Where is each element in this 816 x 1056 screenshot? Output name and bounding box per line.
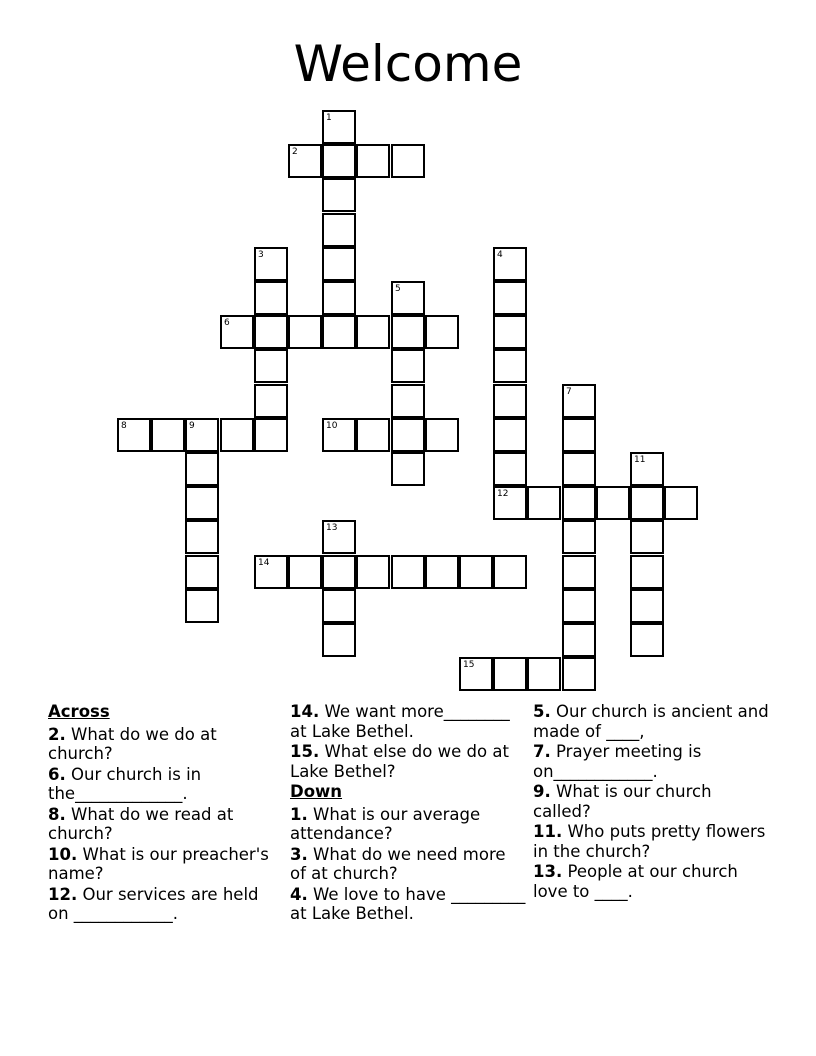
grid-cell[interactable] xyxy=(493,452,527,486)
clue-across-2: 2. What do we do at church? xyxy=(48,724,217,763)
grid-cell[interactable] xyxy=(391,315,425,349)
down-heading: Down xyxy=(290,782,343,801)
grid-cell[interactable] xyxy=(562,418,596,452)
grid-cell[interactable] xyxy=(493,418,527,452)
grid-cell[interactable] xyxy=(493,657,527,691)
clue-down-5: 5. Our church is ancient and made of ____, xyxy=(533,702,769,741)
grid-cell[interactable] xyxy=(562,384,596,418)
grid-cell[interactable] xyxy=(425,555,459,589)
clue-number: 12 xyxy=(497,489,509,499)
clue-number: 14 xyxy=(258,558,270,568)
grid-cell[interactable] xyxy=(322,520,356,554)
grid-cell[interactable] xyxy=(356,315,390,349)
grid-cell[interactable] xyxy=(288,144,322,178)
grid-cell[interactable] xyxy=(596,486,630,520)
grid-cell[interactable] xyxy=(254,418,288,452)
grid-cell[interactable] xyxy=(356,144,390,178)
grid-cell[interactable] xyxy=(493,384,527,418)
grid-cell[interactable] xyxy=(562,452,596,486)
grid-cell[interactable] xyxy=(391,144,425,178)
grid-cell[interactable] xyxy=(630,589,664,623)
grid-cell[interactable] xyxy=(562,623,596,657)
clue-down-13: 13. People at our church love to ____. xyxy=(533,862,738,901)
clue-number: 13 xyxy=(326,523,338,533)
clue-number: 9 xyxy=(189,421,195,431)
grid-cell[interactable] xyxy=(254,555,288,589)
grid-cell[interactable] xyxy=(630,555,664,589)
grid-cell[interactable] xyxy=(356,418,390,452)
grid-cell[interactable] xyxy=(288,555,322,589)
clue-number: 6 xyxy=(224,318,230,328)
grid-cell[interactable] xyxy=(185,452,219,486)
clue-number: 8 xyxy=(121,421,127,431)
grid-cell[interactable] xyxy=(254,281,288,315)
clue-down-9: 9. What is our church called? xyxy=(533,782,712,821)
grid-cell[interactable] xyxy=(322,623,356,657)
grid-cell[interactable] xyxy=(391,384,425,418)
grid-cell[interactable] xyxy=(185,418,219,452)
grid-cell[interactable] xyxy=(391,452,425,486)
grid-cell[interactable] xyxy=(391,281,425,315)
grid-cell[interactable] xyxy=(630,520,664,554)
grid-cell[interactable] xyxy=(356,555,390,589)
grid-cell[interactable] xyxy=(391,418,425,452)
grid-cell[interactable] xyxy=(322,247,356,281)
grid-cell[interactable] xyxy=(527,486,561,520)
grid-cell[interactable] xyxy=(664,486,698,520)
grid-cell[interactable] xyxy=(254,247,288,281)
clue-down-11: 11. Who puts pretty flowers in the church? xyxy=(533,822,766,861)
grid-cell[interactable] xyxy=(493,486,527,520)
grid-cell[interactable] xyxy=(562,486,596,520)
grid-cell[interactable] xyxy=(459,555,493,589)
clue-column-1 xyxy=(48,702,284,925)
grid-cell[interactable] xyxy=(493,281,527,315)
grid-cell[interactable] xyxy=(322,213,356,247)
grid-cell[interactable] xyxy=(322,144,356,178)
clue-down-3: 3. What do we need more of at church? xyxy=(290,844,506,883)
grid-cell[interactable] xyxy=(185,589,219,623)
grid-cell[interactable] xyxy=(391,349,425,383)
grid-cell[interactable] xyxy=(493,247,527,281)
grid-cell[interactable] xyxy=(322,110,356,144)
clue-number: 15 xyxy=(463,660,475,670)
grid-cell[interactable] xyxy=(562,555,596,589)
clue-across-12: 12. Our services are held on ____________. xyxy=(48,884,259,923)
grid-cell[interactable] xyxy=(254,384,288,418)
grid-cell[interactable] xyxy=(425,418,459,452)
grid-cell[interactable] xyxy=(322,281,356,315)
grid-cell[interactable] xyxy=(391,555,425,589)
across-heading: Across xyxy=(48,702,110,721)
grid-cell[interactable] xyxy=(493,315,527,349)
clue-number: 3 xyxy=(258,250,264,260)
grid-cell[interactable] xyxy=(630,452,664,486)
grid-cell[interactable] xyxy=(493,349,527,383)
grid-cell[interactable] xyxy=(220,315,254,349)
clue-across-15: 15. What else do we do at Lake Bethel? xyxy=(290,742,509,781)
grid-cell[interactable] xyxy=(254,315,288,349)
grid-cell[interactable] xyxy=(562,657,596,691)
clue-column-2 xyxy=(290,702,526,925)
grid-cell[interactable] xyxy=(425,315,459,349)
grid-cell[interactable] xyxy=(220,418,254,452)
grid-cell[interactable] xyxy=(322,315,356,349)
grid-cell[interactable] xyxy=(562,589,596,623)
clue-down-7: 7. Prayer meeting is on____________. xyxy=(533,742,702,781)
clue-across-6: 6. Our church is in the_____________. xyxy=(48,764,202,803)
clue-number: 10 xyxy=(326,421,338,431)
clue-number: 4 xyxy=(497,250,503,260)
clue-across-10: 10. What is our preacher's name? xyxy=(48,844,269,883)
clue-number: 2 xyxy=(292,147,298,157)
clue-number: 5 xyxy=(395,284,401,294)
grid-cell[interactable] xyxy=(322,589,356,623)
grid-cell[interactable] xyxy=(151,418,185,452)
grid-cell[interactable] xyxy=(630,486,664,520)
grid-cell[interactable] xyxy=(527,657,561,691)
clue-number: 11 xyxy=(634,455,646,465)
grid-cell[interactable] xyxy=(493,555,527,589)
grid-cell[interactable] xyxy=(630,623,664,657)
clue-across-8: 8. What do we read at church? xyxy=(48,804,234,843)
grid-cell[interactable] xyxy=(185,486,219,520)
grid-cell[interactable] xyxy=(185,555,219,589)
grid-cell[interactable] xyxy=(459,657,493,691)
grid-cell[interactable] xyxy=(322,178,356,212)
clue-number: 1 xyxy=(326,113,332,123)
grid-cell[interactable] xyxy=(322,418,356,452)
clue-down-4: 4. We love to have _________ at Lake Bethel. xyxy=(290,884,526,923)
grid-cell[interactable] xyxy=(185,520,219,554)
clue-across-14: 14. We want more________ at Lake Bethel. xyxy=(290,702,510,741)
grid-cell[interactable] xyxy=(322,555,356,589)
grid-cell[interactable] xyxy=(254,349,288,383)
clue-number: 7 xyxy=(566,387,572,397)
page-title: Welcome xyxy=(293,35,523,93)
clue-column-3 xyxy=(533,702,769,902)
grid-cell[interactable] xyxy=(288,315,322,349)
grid-cell[interactable] xyxy=(117,418,151,452)
clue-down-1: 1. What is our average attendance? xyxy=(290,804,481,843)
grid-cell[interactable] xyxy=(562,520,596,554)
